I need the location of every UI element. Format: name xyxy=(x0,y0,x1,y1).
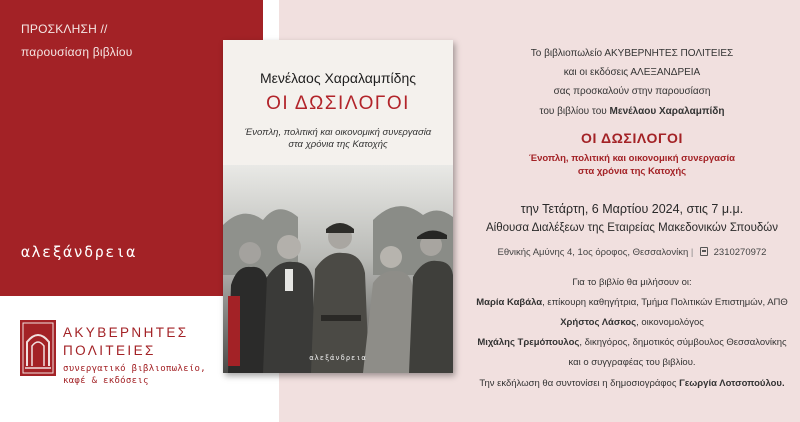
intro-prefix: του βιβλίου του xyxy=(539,106,607,117)
book-title: ΟΙ ΔΩΣΙΛΟΓΟΙ xyxy=(266,93,410,114)
address-text: Εθνικής Αμύνης 4, 1ος όροφος, Θεσσαλονίκη xyxy=(497,247,689,258)
book-cover xyxy=(223,40,453,373)
phone-number: 2310270972 xyxy=(713,247,767,258)
presentation-line: παρουσίαση βιβλίου xyxy=(21,45,133,59)
speakers-intro: Για το βιβλίο θα μιλήσουν οι: xyxy=(572,277,692,288)
speaker-name: Μαρία Καβάλα xyxy=(476,297,543,308)
intro-line: Το βιβλιοπωλείο ΑΚΥΒΕΡΝΗΤΕΣ ΠΟΛΙΤΕΙΕΣ xyxy=(530,48,734,59)
bookshop-name-line1: ΑΚΥΒΕΡΝΗΤΕΣ xyxy=(63,325,189,340)
event-subtitle: στα χρόνια της Κατοχής xyxy=(577,166,687,177)
speaker-line xyxy=(472,337,792,348)
coordinator-prefix: Την εκδήλωση θα συντονίσει η δημοσιογράφος xyxy=(479,378,677,389)
author-speaker-line: και ο συγγραφέας του βιβλίου. xyxy=(568,357,696,368)
publisher-brand: αλεξάνδρεια xyxy=(21,243,137,261)
speaker-role: , επίκουρη καθηγήτρια, Τμήμα Πολιτικών Επιστημών, ΑΠΘ xyxy=(542,297,788,308)
invitation-line: ΠΡΟΣΚΛΗΣΗ // xyxy=(21,22,108,36)
speaker-line xyxy=(472,317,792,328)
series-label xyxy=(228,296,240,366)
address-separator: | xyxy=(690,247,694,258)
intro-line xyxy=(472,106,792,117)
event-venue: Αίθουσα Διαλέξεων της Εταιρείας Μακεδονικών Σπουδών xyxy=(486,222,778,234)
book-author: Μενέλαος Χαραλαμπίδης xyxy=(260,70,416,86)
event-address xyxy=(472,247,792,258)
speaker-role: , οικονομολόγος xyxy=(636,317,704,328)
bookshop-tagline: καφέ & εκδόσεις xyxy=(63,376,149,386)
bookshop-tagline: συνεργατικό βιβλιοπωλείο, xyxy=(63,364,206,374)
event-title: ΟΙ ΔΩΣΙΛΟΓΟΙ xyxy=(581,130,683,146)
book-subtitle xyxy=(231,127,445,151)
cover-publisher-logo: αλεξάνδρεια xyxy=(309,354,367,362)
event-subtitle: Ένοπλη, πολιτική και οικονομική συνεργασία xyxy=(529,153,735,164)
coordinator-name: Γεωργία Λοτσοπούλου. xyxy=(679,378,785,389)
speaker-line xyxy=(472,297,792,308)
bookshop-name-line2: ΠΟΛΙΤΕΙΕΣ xyxy=(63,343,156,358)
event-date: την Τετάρτη, 6 Μαρτίου 2024, στις 7 μ.μ. xyxy=(520,202,744,216)
speaker-name: Χρήστος Λάσκος xyxy=(560,317,637,328)
speaker-role: , δικηγόρος, δημοτικός σύμβουλος Θεσσαλονίκης xyxy=(579,337,787,348)
phone-icon xyxy=(700,247,708,256)
coordinator-line xyxy=(472,378,792,389)
speaker-name: Μιχάλης Τρεμόπουλος xyxy=(477,337,580,348)
invitation-label xyxy=(21,18,133,64)
book-subtitle-line: στα χρόνια της Κατοχής xyxy=(288,139,388,150)
cover-photo xyxy=(223,165,453,373)
bookshop-logo-icon xyxy=(20,320,56,376)
intro-line: σας προσκαλούν στην παρουσίαση xyxy=(553,86,711,97)
intro-line: και οι εκδόσεις ΑΛΕΞΑΝΔΡΕΙΑ xyxy=(563,67,701,78)
intro-author: Μενέλαου Χαραλαμπίδη xyxy=(609,106,725,117)
book-subtitle-line: Ένοπλη, πολιτική και οικονομική συνεργασία xyxy=(244,127,432,138)
